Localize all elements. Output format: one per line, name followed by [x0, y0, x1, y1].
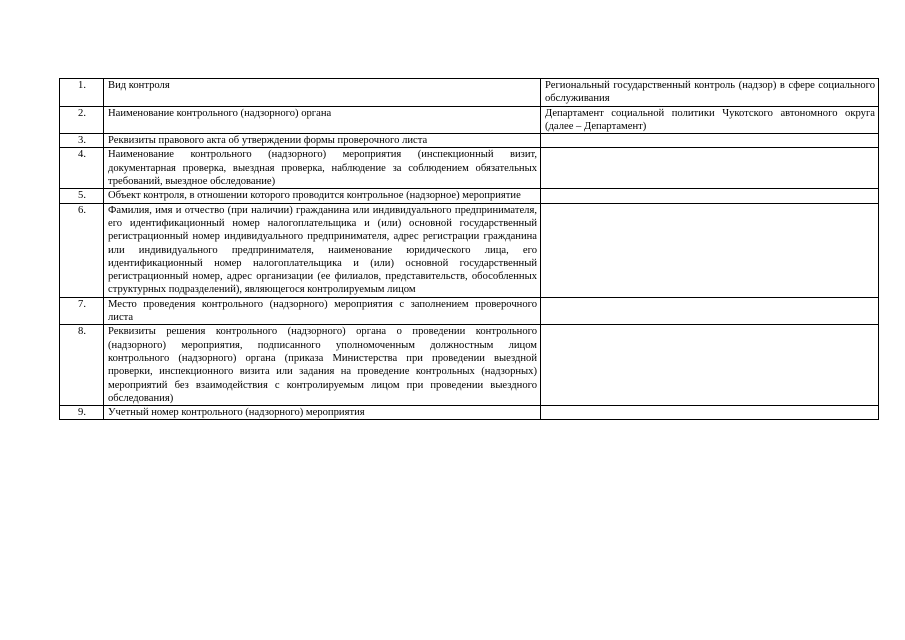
table-row [60, 203, 879, 297]
table-row [60, 106, 879, 134]
row-number: 8. [60, 325, 104, 406]
table-row [60, 148, 879, 189]
row-field-name: Объект контроля, в отношении которого проводится контрольное (надзорное) мероприятие [104, 189, 541, 203]
row-field-name: Реквизиты решения контрольного (надзорного) органа о проведении контрольного (надзорного) мероприятия, подписанного уполномоченным должностным лицом контрольного (надзорного) органа (приказа Министерства при проведении выездной проверки, инспекционного визита или задания на проведение контрольных (надзорных) мероприятий без взаимодействия с контролируемым лицом при проведении выездного обследования) [104, 325, 541, 406]
row-number: 6. [60, 203, 104, 297]
row-field-name: Вид контроля [104, 79, 541, 107]
row-field-name: Наименование контрольного (надзорного) мероприятия (инспекционный визит, документарная проверка, выездная проверка, наблюдение за соблюдением обязательных требований, выездное обследование) [104, 148, 541, 189]
row-field-value [541, 203, 879, 297]
row-field-value [541, 134, 879, 148]
row-field-name: Учетный номер контрольного (надзорного) мероприятия [104, 406, 541, 420]
table-row [60, 406, 879, 420]
row-number: 9. [60, 406, 104, 420]
table-row [60, 297, 879, 325]
row-field-value [541, 325, 879, 406]
row-field-value [541, 189, 879, 203]
row-field-value: Региональный государственный контроль (надзор) в сфере социального обслуживания [541, 79, 879, 107]
table-row [60, 134, 879, 148]
row-number: 7. [60, 297, 104, 325]
row-field-value: Департамент социальной политики Чукотского автономного округа (далее – Департамент) [541, 106, 879, 134]
row-field-name: Наименование контрольного (надзорного) органа [104, 106, 541, 134]
row-field-name: Место проведения контрольного (надзорного) мероприятия с заполнением проверочного листа [104, 297, 541, 325]
row-number: 4. [60, 148, 104, 189]
table-row [60, 189, 879, 203]
row-field-name: Фамилия, имя и отчество (при наличии) гражданина или индивидуального предпринимателя, его идентификационный номер налогоплательщика и (или) основной государственный регистрационный номер индивидуального предпринимателя, адрес регистрации гражданина или индивидуального предпринимателя, наименование юридического лица, его идентификационный номер налогоплательщика и (или) основной государственный регистрационный номер, адрес организации (ее филиалов, представительств, обособленных структурных подразделений), являющегося контролируемым лицом [104, 203, 541, 297]
row-field-value [541, 148, 879, 189]
row-number: 1. [60, 79, 104, 107]
table-row [60, 79, 879, 107]
checklist-table [59, 78, 879, 420]
table-row [60, 325, 879, 406]
row-number: 5. [60, 189, 104, 203]
row-field-name: Реквизиты правового акта об утверждении формы проверочного листа [104, 134, 541, 148]
row-field-value [541, 297, 879, 325]
row-field-value [541, 406, 879, 420]
row-number: 3. [60, 134, 104, 148]
row-number: 2. [60, 106, 104, 134]
